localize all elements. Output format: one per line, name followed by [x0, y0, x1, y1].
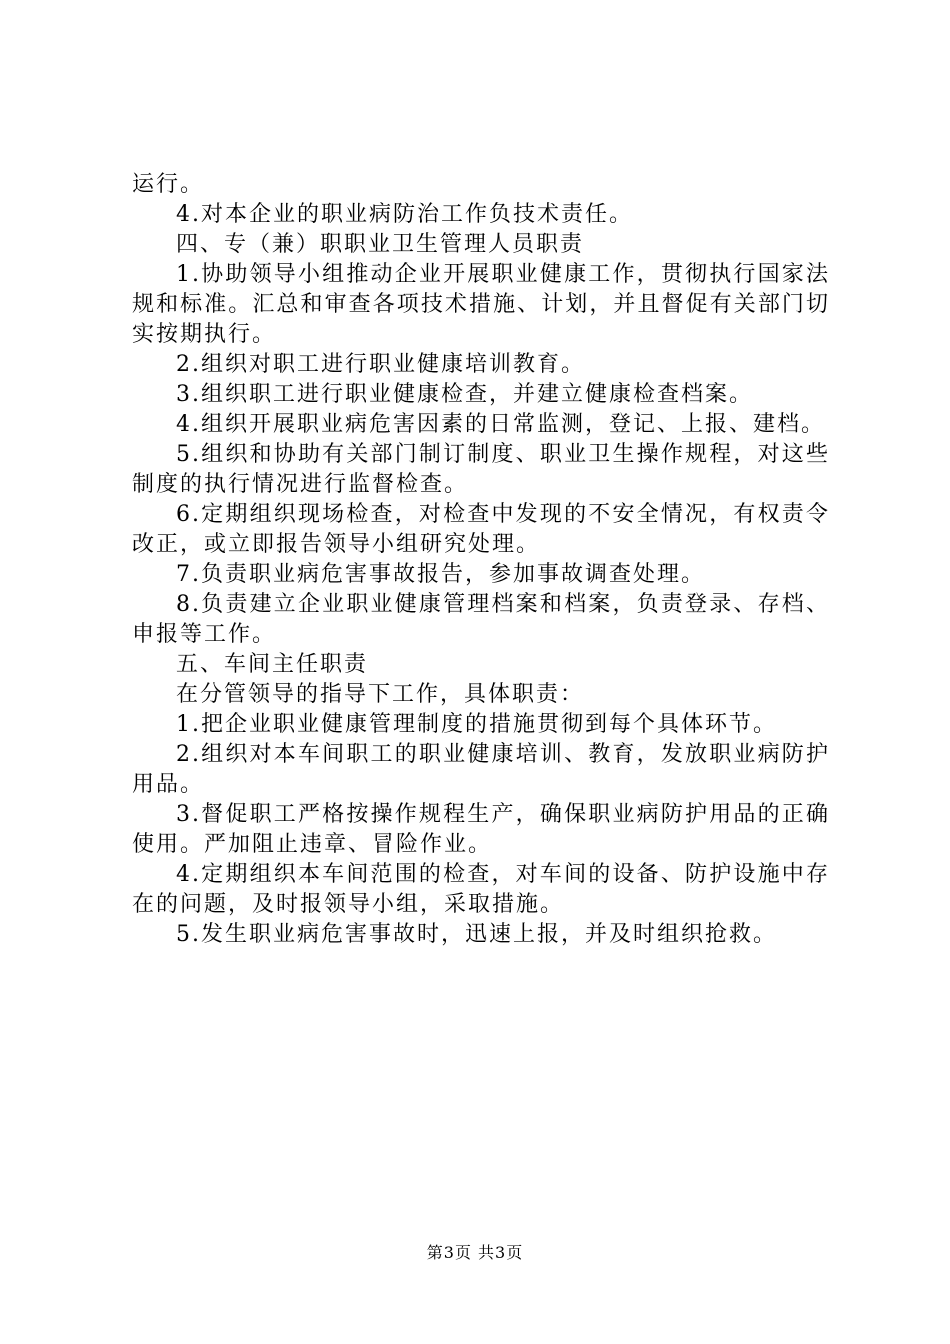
- paragraph: 在分管领导的指导下工作，具体职责：: [176, 682, 585, 707]
- paragraph: 2.组织对本车间职工的职业健康培训、教育，发放职业病防护用品。: [132, 742, 830, 797]
- paragraph: 5.发生职业病危害事故时，迅速上报，并及时组织抢救。: [176, 922, 777, 947]
- paragraph: 4.组织开展职业病危害因素的日常监测，登记、上报、建档。: [176, 412, 825, 437]
- paragraph: 8.负责建立企业职业健康管理档案和档案，负责登录、存档、申报等工作。: [132, 592, 830, 647]
- page-footer: 第3页 共3页: [426, 1243, 524, 1262]
- section-heading: 四、专（兼）职职业卫生管理人员职责: [176, 232, 585, 257]
- paragraph: 3.组织职工进行职业健康检查，并建立健康检查档案。: [176, 382, 753, 407]
- paragraph: 2.组织对职工进行职业健康培训教育。: [176, 352, 585, 377]
- document-body: [132, 170, 830, 950]
- paragraph: 4.对本企业的职业病防治工作负技术责任。: [176, 202, 633, 227]
- paragraph: 6.定期组织现场检查，对检查中发现的不安全情况，有权责令改正，或立即报告领导小组研究处理。: [132, 502, 830, 557]
- paragraph: 5.组织和协助有关部门制订制度、职业卫生操作规程，对这些制度的执行情况进行监督检查。: [132, 442, 830, 497]
- paragraph: 1.协助领导小组推动企业开展职业健康工作，贯彻执行国家法规和标准。汇总和审查各项技术措施、计划，并且督促有关部门切实按期执行。: [132, 262, 830, 347]
- paragraph: 7.负责职业病危害事故报告，参加事故调查处理。: [176, 562, 705, 587]
- section-heading: 五、车间主任职责: [176, 652, 369, 677]
- paragraph: 1.把企业职业健康管理制度的措施贯彻到每个具体环节。: [176, 712, 777, 737]
- paragraph-continuation: 运行。: [132, 172, 205, 197]
- paragraph: 3.督促职工严格按操作规程生产，确保职业病防护用品的正确使用。严加阻止违章、冒险作业。: [132, 802, 830, 857]
- paragraph: 4.定期组织本车间范围的检查，对车间的设备、防护设施中存在的问题，及时报领导小组，采取措施。: [132, 862, 830, 917]
